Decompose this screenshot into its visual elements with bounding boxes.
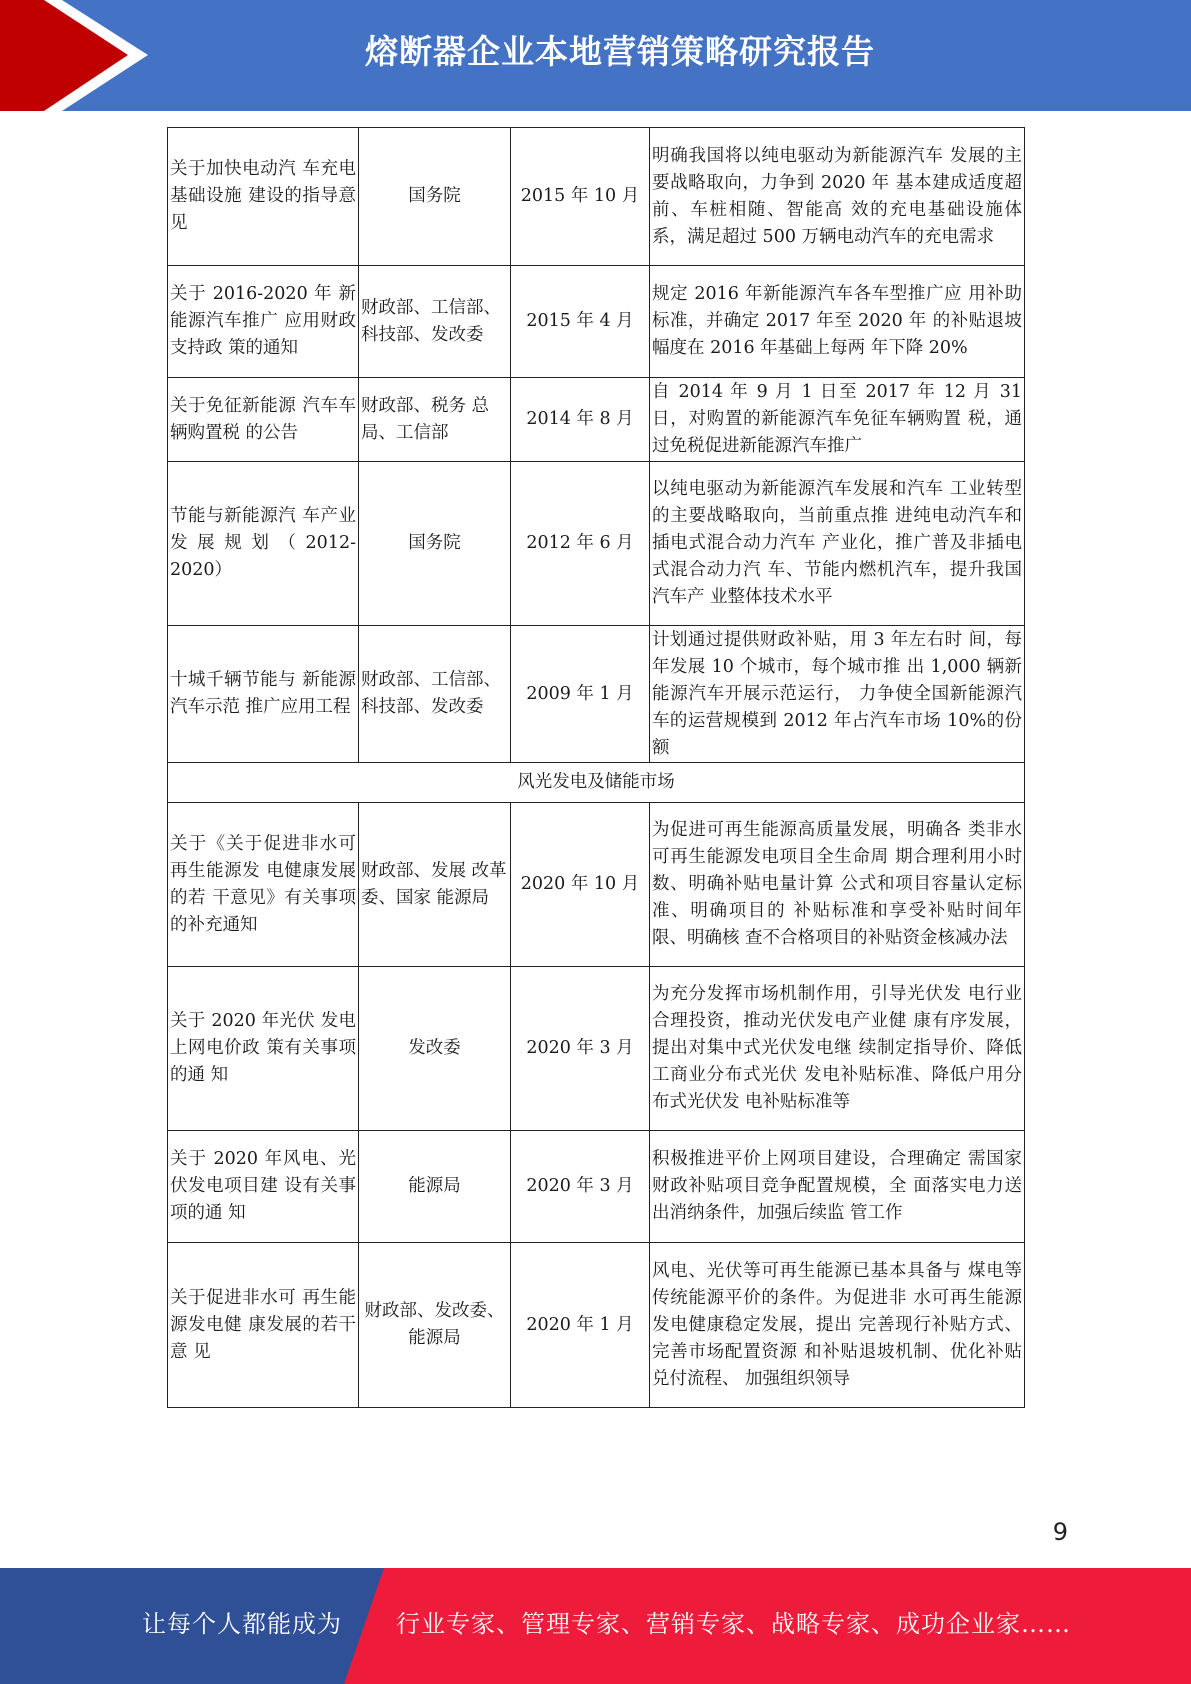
policy-issuer-cell: 财政部、税务 总局、工信部 [359,378,511,462]
policy-description-cell: 规定 2016 年新能源汽车各车型推广应 用补助标准，并确定 2017 年至 2020 年 的补贴退坡幅度在 2016 年基础上每两 年下降 20% [650,266,1025,378]
policy-issuer-cell: 财政部、发展 改革委、国家 能源局 [359,803,511,967]
table-section-row [168,763,1025,803]
page-header [0,0,1191,111]
policy-issuer-cell: 财政部、工信部、科技部、发改委 [359,626,511,763]
policy-issuer-cell: 发改委 [359,967,511,1131]
table-row [168,462,1025,626]
policy-date-cell: 2014 年 8 月 [511,378,650,462]
policy-issuer-cell: 财政部、工信部、科技部、发改委 [359,266,511,378]
policy-date-cell: 2015 年 4 月 [511,266,650,378]
policy-issuer-cell: 财政部、发改委、能源局 [359,1243,511,1408]
policy-table [167,127,1025,1408]
policy-name-cell: 关于 2016-2020 年 新能源汽车推广 应用财政支持政 策的通知 [168,266,359,378]
table-row [168,626,1025,763]
table-row [168,803,1025,967]
policy-issuer-cell: 国务院 [359,462,511,626]
policy-name-cell: 关于 2020 年光伏 发电上网电价政 策有关事项的通 知 [168,967,359,1131]
report-title: 熔断器企业本地营销策略研究报告 [365,32,875,71]
policy-name-cell: 关于免征新能源 汽车车辆购置税 的公告 [168,378,359,462]
policy-description-cell: 为促进可再生能源高质量发展，明确各 类非水可再生能源发电项目全生命周 期合理利用小时数、明确补贴电量计算 公式和项目容量认定标准、明确项目的 补贴标准和享受补贴时间年限、明确核 查不合格项目的补贴资金核减办法 [650,803,1025,967]
footer-slogan-left: 让每个人都能成为 [142,1610,342,1638]
policy-name-cell: 关于加快电动汽 车充电基础设施 建设的指导意见 [168,128,359,266]
policy-date-cell: 2012 年 6 月 [511,462,650,626]
table-row [168,128,1025,266]
policy-date-cell: 2020 年 10 月 [511,803,650,967]
policy-issuer-cell: 能源局 [359,1131,511,1243]
policy-description-cell: 明确我国将以纯电驱动为新能源汽车 发展的主要战略取向，力争到 2020 年 基本建成适度超前、车桩相随、智能高 效的充电基础设施体系，满足超过 500 万辆电动汽车的充电需求 [650,128,1025,266]
header-chevron-decoration [0,0,200,111]
footer-slogan-right: 行业专家、管理专家、营销专家、战略专家、成功企业家…… [396,1610,1071,1638]
page-number: 9 [1052,1518,1068,1546]
policy-name-cell: 节能与新能源汽 车产业发展规划（2012-2020） [168,462,359,626]
table-row [168,378,1025,462]
page-footer [0,1568,1191,1684]
policy-description-cell: 积极推进平价上网项目建设，合理确定 需国家财政补贴项目竞争配置规模，全 面落实电力送出消纳条件，加强后续监 管工作 [650,1131,1025,1243]
policy-issuer-cell: 国务院 [359,128,511,266]
policy-date-cell: 2015 年 10 月 [511,128,650,266]
policy-date-cell: 2020 年 3 月 [511,1131,650,1243]
section-heading: 风光发电及储能市场 [168,763,1025,803]
policy-name-cell: 十城千辆节能与 新能源汽车示范 推广应用工程 [168,626,359,763]
table-row [168,1131,1025,1243]
policy-date-cell: 2009 年 1 月 [511,626,650,763]
policy-description-cell: 计划通过提供财政补贴，用 3 年左右时 间，每年发展 10 个城市，每个城市推 出 1,000 辆新能源汽车开展示范运行， 力争使全国新能源汽车的运营规模到 2012 年占汽车市场 10%的份额 [650,626,1025,763]
policy-name-cell: 关于 2020 年风电、光伏发电项目建 设有关事项的通 知 [168,1131,359,1243]
policy-date-cell: 2020 年 3 月 [511,967,650,1131]
policy-description-cell: 以纯电驱动为新能源汽车发展和汽车 工业转型的主要战略取向，当前重点推 进纯电动汽车和插电式混合动力汽车 产业化，推广普及非插电式混合动力汽 车、节能内燃机汽车，提升我国汽车产 业整体技术水平 [650,462,1025,626]
policy-description-cell: 为充分发挥市场机制作用，引导光伏发 电行业合理投资，推动光伏发电产业健 康有序发展，提出对集中式光伏发电继 续制定指导价、降低工商业分布式光伏 发电补贴标准、降低户用分布式光伏发 电补贴标准等 [650,967,1025,1131]
table-row [168,1243,1025,1408]
table-row [168,967,1025,1131]
policy-name-cell: 关于促进非水可 再生能源发电健 康发展的若干意 见 [168,1243,359,1408]
policy-description-cell: 风电、光伏等可再生能源已基本具备与 煤电等传统能源平价的条件。为促进非 水可再生能源发电健康稳定发展，提出 完善现行补贴方式、完善市场配置资源 和补贴退坡机制、优化补贴兑付流程、 加强组织领导 [650,1243,1025,1408]
policy-date-cell: 2020 年 1 月 [511,1243,650,1408]
table-row [168,266,1025,378]
policy-name-cell: 关于《关于促进非水可再生能源发 电健康发展的若 干意见》有关事项 的补充通知 [168,803,359,967]
policy-description-cell: 自 2014 年 9 月 1 日至 2017 年 12 月 31 日，对购置的新能源汽车免征车辆购置 税，通过免税促进新能源汽车推广 [650,378,1025,462]
